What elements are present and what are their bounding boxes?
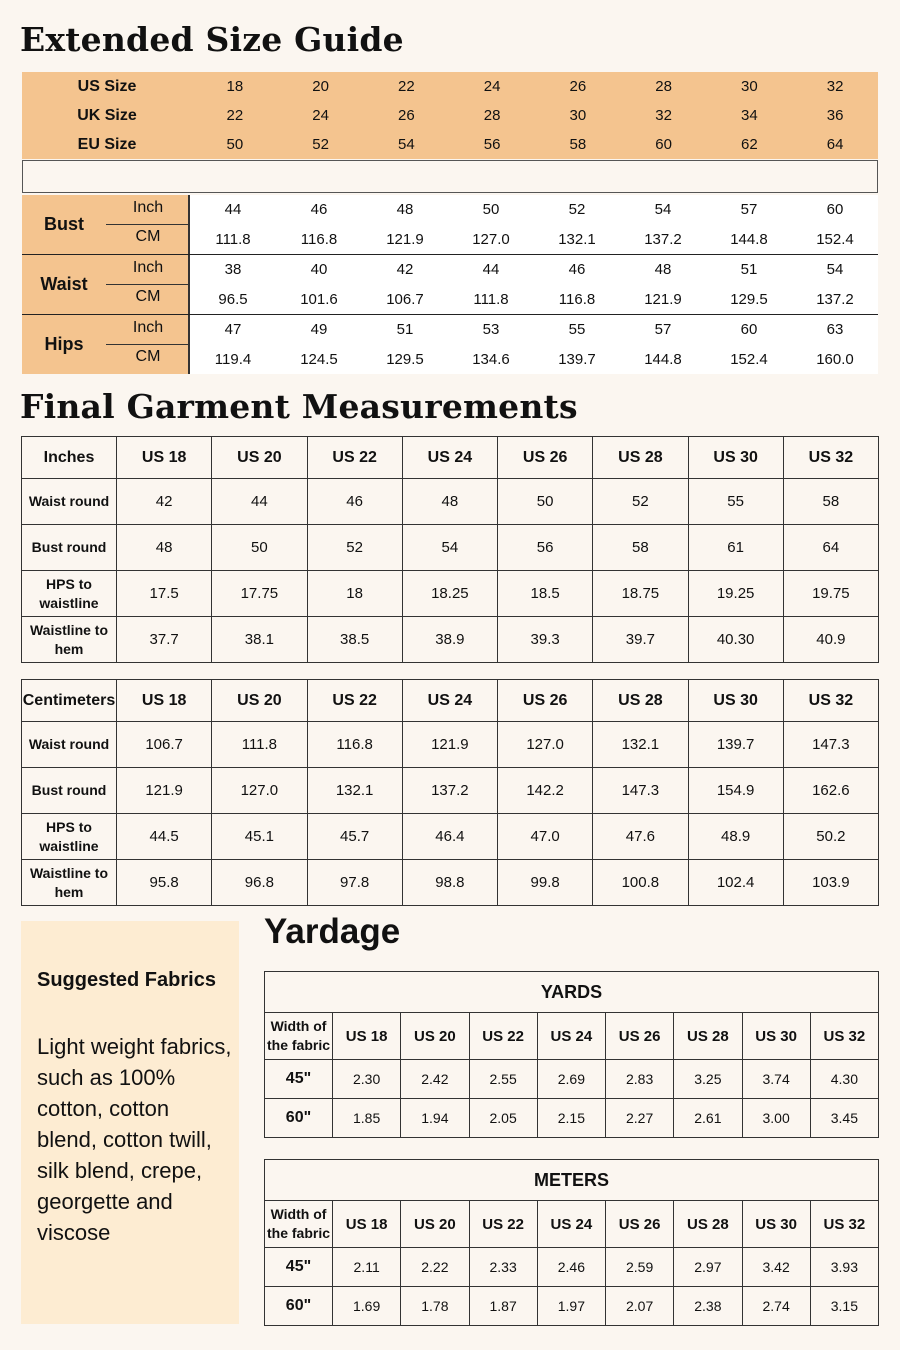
- table-cell: 54: [402, 525, 497, 571]
- unit-cm-label: CM: [135, 348, 161, 365]
- table-cell: 18.75: [593, 571, 688, 617]
- measurement-cell: 139.7: [558, 350, 596, 368]
- table-cell: 42: [117, 479, 212, 525]
- column-header: US 26: [498, 437, 593, 479]
- measurement-cell: 152.4: [730, 350, 768, 368]
- table-cell: 121.9: [117, 768, 212, 814]
- row-label: Waistline to hem: [22, 860, 117, 906]
- measurement-cell: 44: [482, 261, 500, 279]
- fabric-width: 45": [265, 1060, 333, 1099]
- size-header-cell: 30: [569, 107, 587, 124]
- measurement-cm-row: [190, 345, 878, 375]
- table-cell: 17.5: [117, 571, 212, 617]
- table-cell: 46.4: [402, 814, 497, 860]
- table-row: [22, 571, 879, 617]
- measurement-cell: 119.4: [214, 350, 252, 368]
- suggested-fabrics-box: [21, 921, 239, 1324]
- size-header-cell: 28: [655, 78, 672, 95]
- table-cell: 106.7: [117, 722, 212, 768]
- size-guide-spacer: [22, 160, 878, 193]
- table-row: [22, 814, 879, 860]
- table-cell: 38.9: [402, 617, 497, 663]
- table-cell: 18.5: [498, 571, 593, 617]
- measurement-cell: 50: [482, 201, 500, 219]
- yardage-cell: 2.61: [674, 1099, 742, 1138]
- size-guide-title: Extended Size Guide: [20, 20, 404, 59]
- table-cell: 18.25: [402, 571, 497, 617]
- table-cell: 48.9: [688, 814, 783, 860]
- measurement-cell: 101.6: [300, 290, 338, 308]
- yardage-cell: 3.42: [742, 1248, 810, 1287]
- measurement-cell: 52: [568, 201, 586, 219]
- table-row: [22, 617, 879, 663]
- table-cell: 38.1: [212, 617, 307, 663]
- column-header: US 28: [674, 1013, 742, 1060]
- table-cell: 48: [402, 479, 497, 525]
- column-header: US 18: [333, 1013, 401, 1060]
- unit-inch-label: Inch: [132, 259, 164, 276]
- table-cell: 56: [498, 525, 593, 571]
- size-header-cell: 22: [226, 107, 244, 124]
- yardage-cell: 3.93: [810, 1248, 878, 1287]
- measurement-cell: 121.9: [386, 230, 424, 248]
- column-header: US 28: [593, 437, 688, 479]
- yardage-cell: 1.94: [401, 1099, 469, 1138]
- measurement-cell: 111.8: [215, 230, 251, 248]
- column-header: US 30: [688, 680, 783, 722]
- table-cell: 18: [307, 571, 402, 617]
- measurement-values: [190, 195, 878, 254]
- measurement-group-label: [22, 195, 190, 254]
- measurement-cell: 38: [224, 261, 242, 279]
- yardage-cell: 2.83: [606, 1060, 674, 1099]
- measurement-cell: 127.0: [472, 230, 510, 248]
- size-header-cell: 32: [655, 107, 672, 124]
- size-header-cell: 26: [398, 107, 415, 124]
- column-header: US 32: [810, 1201, 878, 1248]
- measurement-cm-row: [190, 285, 878, 315]
- table-row: [22, 768, 879, 814]
- size-header-cell: 24: [312, 107, 329, 124]
- yardage-row: [265, 1099, 879, 1138]
- yardage-caption-row: [265, 972, 879, 1013]
- column-header: US 18: [117, 437, 212, 479]
- table-cell: 162.6: [783, 768, 878, 814]
- measurement-cell: 132.1: [558, 230, 596, 248]
- table-cell: 44.5: [117, 814, 212, 860]
- measurement-cell: 48: [654, 261, 672, 279]
- yardage-cell: 2.97: [674, 1248, 742, 1287]
- table-cell: 44: [212, 479, 307, 525]
- yardage-cell: 1.69: [333, 1287, 401, 1326]
- table-cell: 58: [593, 525, 688, 571]
- table-cell: 48: [117, 525, 212, 571]
- measurement-cell: 55: [568, 321, 586, 339]
- table-cell: 127.0: [498, 722, 593, 768]
- column-header: US 20: [401, 1201, 469, 1248]
- measurement-group: [22, 255, 878, 315]
- size-guide-table: [22, 72, 878, 374]
- row-label: Bust round: [22, 768, 117, 814]
- measurement-cell: 60: [826, 201, 844, 219]
- measurement-cell: 46: [568, 261, 586, 279]
- fabric-width: 60": [265, 1287, 333, 1326]
- table-cell: 137.2: [402, 768, 497, 814]
- yardage-cell: 1.87: [469, 1287, 537, 1326]
- table-cell: 46: [307, 479, 402, 525]
- yardage-cell: 2.46: [537, 1248, 605, 1287]
- measurement-cell: 54: [826, 261, 844, 279]
- column-header: US 30: [742, 1013, 810, 1060]
- measurement-cell: 96.5: [218, 290, 248, 308]
- measurement-inch-row: [190, 315, 878, 345]
- column-header: US 24: [537, 1013, 605, 1060]
- table-cell: 52: [593, 479, 688, 525]
- size-header-label: UK Size: [77, 106, 137, 124]
- table-corner-label: Centimeters: [22, 680, 117, 722]
- suggested-fabrics-text: Light weight fabrics, such as 100% cotton, cotton blend, cotton twill, silk blend, crepe, georgette and viscose: [37, 1034, 232, 1245]
- table-cell: 96.8: [212, 860, 307, 906]
- yardage-header-row: [265, 1013, 879, 1060]
- yardage-row: [265, 1287, 879, 1326]
- yardage-cell: 2.22: [401, 1248, 469, 1287]
- table-cell: 147.3: [783, 722, 878, 768]
- unit-divider: [106, 224, 190, 225]
- column-header: US 26: [606, 1013, 674, 1060]
- column-header: US 32: [783, 437, 878, 479]
- size-header-label: EU Size: [77, 135, 137, 153]
- measurement-cell: 111.8: [473, 290, 509, 308]
- measurement-group-label: [22, 255, 190, 314]
- measurement-cell: 144.8: [730, 230, 768, 248]
- size-header-cell: 60: [655, 136, 672, 153]
- table-cell: 121.9: [402, 722, 497, 768]
- yardage-cell: 2.59: [606, 1248, 674, 1287]
- table-cell: 99.8: [498, 860, 593, 906]
- measurement-cell: 152.4: [816, 230, 854, 248]
- size-header-cell: 56: [483, 136, 501, 153]
- yardage-cell: 3.15: [810, 1287, 878, 1326]
- measurement-cell: 124.5: [300, 350, 338, 368]
- measurement-cell: 40: [310, 261, 328, 279]
- table-cell: 19.75: [783, 571, 878, 617]
- fabric-width: 45": [265, 1248, 333, 1287]
- measurement-cell: 54: [654, 201, 672, 219]
- table-corner-label: Inches: [22, 437, 117, 479]
- column-header: US 20: [212, 437, 307, 479]
- width-of-fabric-label: Width of the fabric: [265, 1013, 333, 1060]
- measurement-cell: 57: [740, 201, 758, 219]
- column-header: US 32: [810, 1013, 878, 1060]
- table-cell: 61: [688, 525, 783, 571]
- measurement-values: [190, 255, 878, 314]
- size-header-cell: 28: [483, 107, 501, 124]
- measurement-cell: 46: [310, 201, 328, 219]
- yardage-row: [265, 1060, 879, 1099]
- measurement-cell: 144.8: [644, 350, 682, 368]
- measurement-cell: 57: [654, 321, 672, 339]
- table-cell: 17.75: [212, 571, 307, 617]
- measurement-cell: 116.8: [300, 230, 338, 248]
- table-cell: 50: [498, 479, 593, 525]
- table-cell: 50.2: [783, 814, 878, 860]
- table-cell: 100.8: [593, 860, 688, 906]
- unit-inch-label: Inch: [132, 319, 164, 336]
- measurement-cell: 60: [740, 321, 758, 339]
- column-header: US 26: [498, 680, 593, 722]
- size-header-cell: 22: [398, 78, 415, 95]
- measurement-cell: 134.6: [472, 350, 510, 368]
- table-cell: 58: [783, 479, 878, 525]
- column-header: US 26: [606, 1201, 674, 1248]
- table-row: [22, 525, 879, 571]
- measurement-group-label: [22, 315, 190, 374]
- measurement-cell: 116.8: [558, 290, 596, 308]
- unit-divider: [106, 344, 190, 345]
- measurement-group: [22, 195, 878, 255]
- yardage-cell: 2.11: [333, 1248, 401, 1287]
- table-cell: 47.0: [498, 814, 593, 860]
- row-label: Waistline to hem: [22, 617, 117, 663]
- table-cell: 50: [212, 525, 307, 571]
- measurement-name: Bust: [44, 214, 84, 234]
- size-header-cell: 30: [741, 78, 758, 95]
- yardage-cell: 2.55: [469, 1060, 537, 1099]
- size-header-cell: 24: [483, 78, 501, 95]
- yardage-cell: 2.07: [606, 1287, 674, 1326]
- table-row: [22, 860, 879, 906]
- size-header-cell: 26: [569, 78, 587, 95]
- yardage-cell: 2.33: [469, 1248, 537, 1287]
- size-header-cell: 62: [741, 136, 758, 153]
- table-row: [22, 722, 879, 768]
- table-cell: 147.3: [593, 768, 688, 814]
- table-cell: 55: [688, 479, 783, 525]
- yardage-cell: 1.97: [537, 1287, 605, 1326]
- measurement-group: [22, 315, 878, 374]
- unit-cm-label: CM: [135, 288, 161, 305]
- measurement-cell: 121.9: [644, 290, 682, 308]
- table-cell: 37.7: [117, 617, 212, 663]
- size-header-cell: 34: [741, 107, 758, 124]
- yardage-cell: 3.45: [810, 1099, 878, 1138]
- size-header-cell: 36: [826, 107, 844, 124]
- size-header-cell: 20: [312, 78, 329, 95]
- column-header: US 30: [742, 1201, 810, 1248]
- column-header: US 30: [688, 437, 783, 479]
- table-cell: 39.7: [593, 617, 688, 663]
- table-cell: 64: [783, 525, 878, 571]
- column-header: US 20: [212, 680, 307, 722]
- yardage-cell: 2.05: [469, 1099, 537, 1138]
- measurement-cell: 51: [740, 261, 758, 279]
- column-header: US 22: [469, 1013, 537, 1060]
- size-header-cell: 64: [826, 136, 844, 153]
- table-cell: 132.1: [307, 768, 402, 814]
- table-cell: 97.8: [307, 860, 402, 906]
- column-header: US 24: [402, 437, 497, 479]
- measurement-name: Hips: [44, 334, 84, 354]
- yardage-cell: 2.38: [674, 1287, 742, 1326]
- yardage-row: [265, 1248, 879, 1287]
- measurement-cell: 44: [224, 201, 242, 219]
- table-header-row: [22, 437, 879, 479]
- column-header: US 18: [117, 680, 212, 722]
- table-cell: 116.8: [307, 722, 402, 768]
- row-label: Waist round: [22, 722, 117, 768]
- suggested-fabrics-title: Suggested Fabrics: [37, 969, 216, 991]
- measurement-cell: 49: [310, 321, 328, 339]
- row-label: Bust round: [22, 525, 117, 571]
- table-cell: 98.8: [402, 860, 497, 906]
- measurement-cell: 137.2: [816, 290, 854, 308]
- column-header: US 28: [593, 680, 688, 722]
- measurement-cell: 129.5: [386, 350, 424, 368]
- measurement-cell: 63: [826, 321, 844, 339]
- measurement-cm-row: [190, 225, 878, 255]
- measurement-values: [190, 315, 878, 374]
- unit-divider: [106, 284, 190, 285]
- size-guide-header: [22, 72, 878, 159]
- yardage-cell: 3.00: [742, 1099, 810, 1138]
- row-label: HPS to waistline: [22, 571, 117, 617]
- measurement-cell: 53: [482, 321, 500, 339]
- table-cell: 142.2: [498, 768, 593, 814]
- table-row: [22, 479, 879, 525]
- table-cell: 45.7: [307, 814, 402, 860]
- size-header-cell: 18: [226, 78, 244, 95]
- table-cell: 132.1: [593, 722, 688, 768]
- garment-cm-table: [21, 679, 879, 906]
- column-header: US 28: [674, 1201, 742, 1248]
- measurement-name: Waist: [40, 274, 88, 294]
- yardage-cell: 2.74: [742, 1287, 810, 1326]
- table-cell: 40.30: [688, 617, 783, 663]
- measurement-cell: 51: [396, 321, 414, 339]
- measurement-cell: 137.2: [644, 230, 682, 248]
- yardage-cell: 1.78: [401, 1287, 469, 1326]
- unit-inch-label: Inch: [132, 199, 164, 216]
- table-cell: 139.7: [688, 722, 783, 768]
- measurement-cell: 48: [396, 201, 414, 219]
- table-cell: 95.8: [117, 860, 212, 906]
- size-header-row: [22, 72, 878, 101]
- column-header: US 20: [401, 1013, 469, 1060]
- yardage-caption-row: [265, 1160, 879, 1201]
- measurement-inch-row: [190, 255, 878, 285]
- row-label: HPS to waistline: [22, 814, 117, 860]
- yardage-cell: 2.15: [537, 1099, 605, 1138]
- fabric-width: 60": [265, 1099, 333, 1138]
- table-cell: 47.6: [593, 814, 688, 860]
- garment-title: Final Garment Measurements: [20, 387, 578, 426]
- yardage-yards-table: [264, 971, 879, 1138]
- garment-inches-table: [21, 436, 879, 663]
- column-header: US 24: [402, 680, 497, 722]
- column-header: US 22: [469, 1201, 537, 1248]
- size-header-cell: 54: [398, 136, 415, 153]
- column-header: US 22: [307, 437, 402, 479]
- yardage-cell: 2.69: [537, 1060, 605, 1099]
- column-header: US 22: [307, 680, 402, 722]
- table-header-row: [22, 680, 879, 722]
- size-header-cell: 52: [312, 136, 329, 153]
- column-header: US 32: [783, 680, 878, 722]
- table-cell: 40.9: [783, 617, 878, 663]
- yardage-cell: 3.74: [742, 1060, 810, 1099]
- measurement-cell: 106.7: [386, 290, 424, 308]
- measurement-cell: 160.0: [816, 350, 854, 368]
- yardage-meters-table: [264, 1159, 879, 1326]
- measurement-cell: 47: [224, 321, 242, 339]
- table-cell: 154.9: [688, 768, 783, 814]
- column-header: US 18: [333, 1201, 401, 1248]
- yardage-caption: YARDS: [265, 972, 879, 1013]
- size-header-row: [22, 101, 878, 130]
- size-guide-measurements: [22, 195, 878, 374]
- table-cell: 103.9: [783, 860, 878, 906]
- column-header: US 24: [537, 1201, 605, 1248]
- unit-cm-label: CM: [135, 228, 161, 245]
- size-header-row: [22, 130, 878, 159]
- table-cell: 102.4: [688, 860, 783, 906]
- width-of-fabric-label: Width of the fabric: [265, 1201, 333, 1248]
- measurement-cell: 129.5: [730, 290, 768, 308]
- size-header-label: US Size: [77, 77, 137, 95]
- table-cell: 127.0: [212, 768, 307, 814]
- yardage-cell: 4.30: [810, 1060, 878, 1099]
- table-cell: 111.8: [212, 722, 307, 768]
- table-cell: 39.3: [498, 617, 593, 663]
- table-cell: 52: [307, 525, 402, 571]
- table-cell: 38.5: [307, 617, 402, 663]
- size-header-cell: 32: [826, 78, 844, 95]
- measurement-inch-row: [190, 195, 878, 225]
- yardage-header-row: [265, 1201, 879, 1248]
- yardage-cell: 2.30: [333, 1060, 401, 1099]
- row-label: Waist round: [22, 479, 117, 525]
- yardage-cell: 1.85: [333, 1099, 401, 1138]
- table-cell: 45.1: [212, 814, 307, 860]
- yardage-title: Yardage: [264, 912, 401, 951]
- size-header-cell: 50: [226, 136, 244, 153]
- yardage-cell: 2.42: [401, 1060, 469, 1099]
- yardage-cell: 2.27: [606, 1099, 674, 1138]
- measurement-cell: 42: [396, 261, 414, 279]
- size-header-cell: 58: [569, 136, 587, 153]
- yardage-caption: METERS: [265, 1160, 879, 1201]
- table-cell: 19.25: [688, 571, 783, 617]
- yardage-cell: 3.25: [674, 1060, 742, 1099]
